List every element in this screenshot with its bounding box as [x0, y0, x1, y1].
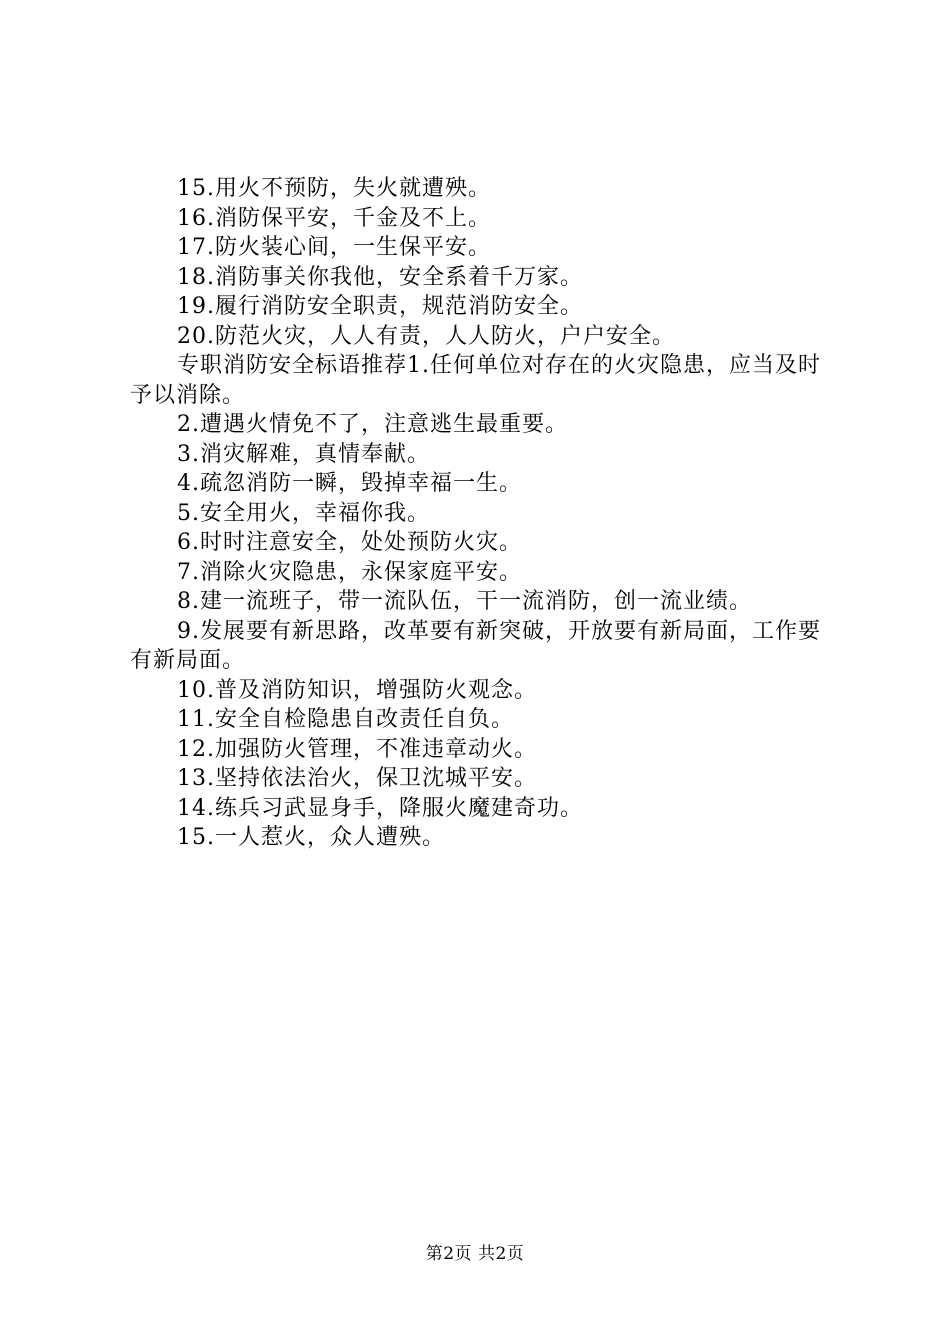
slogan-line: 4.疏忽消防一瞬，毁掉幸福一生。 [177, 471, 522, 496]
slogan-line: 2.遭遇火情免不了，注意逃生最重要。 [177, 412, 568, 437]
slogan-line: 5.安全用火，幸福你我。 [177, 500, 430, 526]
slogan-paragraph: 9.发展要有新思路，改革要有新突破，开放要有新局面，工作要有新局面。 [130, 618, 821, 673]
slogan-line: 14.练兵习武显身手，降服火魔建奇功。 [177, 795, 583, 821]
slogan-line: 20.防范火灾，人人有责，人人防火，户户安全。 [177, 323, 675, 349]
slogan-line: 6.时时注意安全，处处预防火灾。 [177, 530, 522, 555]
slogan-line: 8.建一流班子，带一流队伍，干一流消防，创一流业绩。 [177, 589, 752, 614]
slogan-line: 11.安全自检隐患自改责任自负。 [177, 707, 514, 732]
slogan-line: 10.普及消防知识，增强防火观念。 [177, 677, 537, 703]
slogan-line: 16.消防保平安，千金及不上。 [177, 205, 491, 231]
section-heading-paragraph: 专职消防安全标语推荐1.任何单位对存在的火灾隐患，应当及时予以消除。 [130, 353, 821, 408]
slogan-line: 15.一人惹火，众人遭殃。 [177, 825, 445, 850]
document-body [130, 174, 830, 853]
slogan-line: 13.坚持依法治火，保卫沈城平安。 [177, 766, 537, 791]
slogan-line: 18.消防事关你我他，安全系着千万家。 [177, 264, 583, 290]
slogan-line: 19.履行消防安全职责，规范消防安全。 [177, 294, 583, 319]
slogan-line: 15.用火不预防，失火就遭殃。 [177, 176, 491, 201]
slogan-line: 7.消除火灾隐患，永保家庭平安。 [177, 559, 522, 585]
page-number-footer: 第2页 共2页 [425, 1244, 525, 1264]
slogan-line: 12.加强防火管理，不准违章动火。 [177, 736, 537, 762]
slogan-line: 17.防火装心间，一生保平安。 [177, 235, 491, 260]
slogan-line: 3.消灾解难，真情奉献。 [177, 441, 430, 467]
